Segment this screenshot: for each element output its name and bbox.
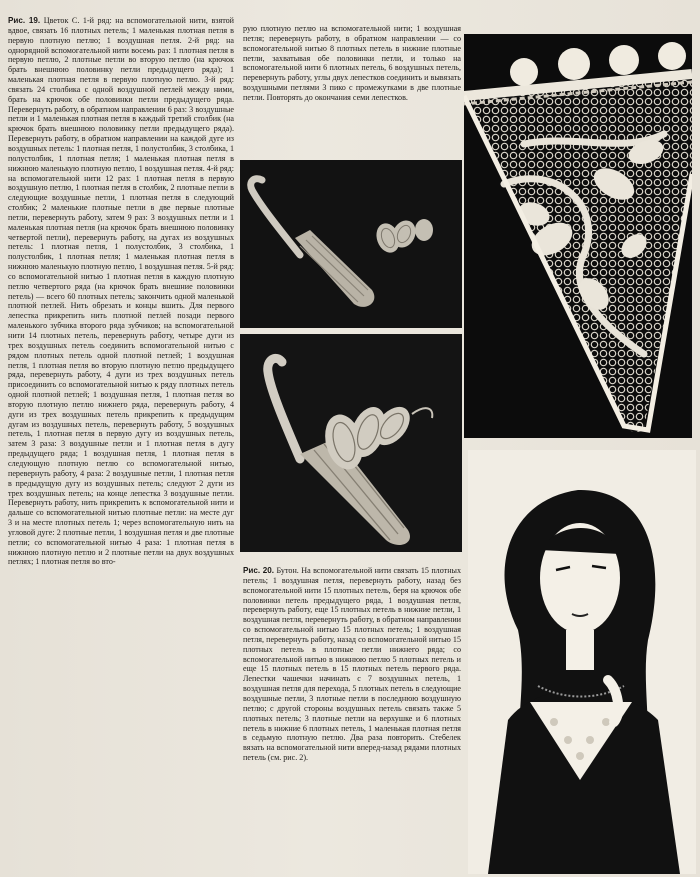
figure-20-label: Рис. 20. <box>243 566 275 575</box>
bud-assembled-photo <box>240 334 462 552</box>
instructions-column-right-bottom <box>243 566 461 874</box>
instructions-column-right-top <box>243 24 461 154</box>
lace-corner-photo <box>464 34 692 438</box>
flower-instructions-text: Цветок С. 1-й ряд: на вспомогательной нити, взятой вдвое, связать 16 плотных петель; 1 маленькая плотная петля в первую плотную петлю; 1 воздушная петля. 2-й ряд: на однорядной вспомогательной нити восемь раз: 1 плотная петля в первую петлю, 2 плотные петли во вторую петлю (на крючок брать внешнюю половинку петли предыдущего ряда); 1 маленькая плотная петля в первую плотную петлю. 3-й ряд: связать 24 столбика с одной воздушной петлей между ними, брать на крючок обе половинки петли предыдущего ряда. Перевернуть работу, в обратном направлении 6 раз: 3 воздушные петли и 1 маленькая плотная петля в каждый третий столбик (на крючок брать внешнюю половинку петли предыдущего ряда). Перевернуть работу, в обратном направлении на каждой дуге из воздушных петель: 1 плотная петля, 1 полустолбик, 3 столбика, 1 полустолбик, 1 плотная петля; 1 маленькая плотная петля в нижнюю маленькую плотную петлю, 1 воздушная петля. 4-й ряд: на вспомогательной нити 12 раз: 1 плотная петля в первую воздушную петлю, 1 плотная петля в столбик, 2 плотные петли в следующие воздушные петли, 1 плотная петля в следующий столбик; 2 маленькие плотные петли в две первые плотные петли, перевернуть работу, затем 9 раз: 3 воздушных петли и 1 маленькая плотная петля (на крючок брать внешнюю половинку четвертой петли), перевернуть работу, на дугах из воздушных петель: 1 плотная петля, 1 полустолбик, 3 столбика, 1 полустолбик, 1 плотная петля; 1 маленькая плотная петля в нижнюю маленькую плотную петлю, 1 воздушная петля. 5-й ряд: со вспомогательной нитью 1 плотная петля в каждую плотную петлю четвертого ряда (на крючок брать внешние половинки петель) — всего 60 плотных петель; закончить одной маленькой плотной петлей. Нить обрезать и концы вшить. Для первого лепестка прикрепить нить плотной петлей позади первого маленького зубчика второго ряда зубчиков; на вспомогательной нити 14 плотных петель, перевернуть работу, четыре дуги из трех воздушных петель соединить вспомогательной нитью с рядом плотных петель одной плотной петлей; 1 воздушная петля, 1 плотная петля во вторую плотную петлю предыдущего ряда, перевернуть работу, 4 дуги из трех воздушных петель присоединить со вспомогательной нитью к ряду плотных петель одной плотной петлей; 1 воздушная петля, 1 плотная петля во вторую плотную петлю нижнего ряда, перевернуть работу, 4 дуги из трех воздушных петель прикрепить к предыдущим дугам из воздушных петель, перевернуть работу, 5 воздушных петель, 1 плотная петля в первую дугу из воздушных петель, затем 3 раза: 3 воздушные петли и 1 плотная петля в дугу предыдущего ряда; 1 воздушная петля, 1 плотная петля в следующую плотную петлю со вспомогательной нитью, перевернуть работу, 4 раза: 2 воздушные петли, 1 плотная петля в предыдущую дугу из воздушных петель; следуют 2 дуги из трех воздушных петель; на конце лепестка 3 воздушные петли. Перевернуть работу, нить прикрепить к вспомогательной нити и дальше со вспомогательной нитью плотные петли: на месте дуг 3 и на месте плотных петель 1; через вспомогательную нить на угловой дуге: 2 плотные петли, 1 воздушная петля и две плотные петли; со вспомогательной нитью 4 раза: 1 плотная петля в нижнюю плотную петлю и 2 плотные петли на двух воздушных петлях; 1 плотная петля во вто- <box>8 16 234 567</box>
bud-stem-photo <box>240 160 462 328</box>
stem-instructions-text: Стебелек вязать на вспомогательной нити вперед-назад рядами плотных петель (см. рис. 2). <box>243 733 461 763</box>
bud-instructions-text: Бутон. На вспомогательной нити связать 15 плотных петель; 1 воздушная петля, перевернуть работу, назад без вспомогательной нити 15 плотных петель, беря на крючок обе половинки петель предыдущего ряда, 1 воздушная петля, перевернуть работу, еще 15 плотных петель в нижние петли, 1 воздушная петля, перевернуть работу, в обратном направлении со вспомогательной нитью 15 плотных петель; 1 воздушная петля, перевернуть работу, назад со вспомогательной нитью 15 плотных петель в плотные петли нижнего ряда; со вспомогательной нитью в нижнюю петлю 5 плотных петель и еще 15 плотных петель в 15 плотных петель первого ряда. Лепестки чашечки начинать с 7 воздушных петель, 1 воздушная петля для перехода, 5 плотных петель в следующие воздушные петли, 3 плотные петли в последнюю воздушную петлю; с другой стороны воздушных петель связать также 5 плотных петель; 3 плотные петли на верхушке и 6 плотных петель в нижние 6 плотных петель, 1 маленькая плотная петля в седьмую плотную петлю. Два раза повторить. <box>243 566 461 743</box>
petal-instructions-continued: рую плотную петлю на вспомогательной нити; 1 воздушная петля; перевернуть работу, в обратном направлении — со вспомогательной нитью 8 плотных петель в нижние плотные петли, захватывая обе половинки петли, и только на вспомогательной нити 6 плотных петель, 6 воздушных петель, перевернуть работу, углы двух лепестков соединить и вывязать воздушными петлями 3 пико с промежутками в две плотные петли. Повторять до окончания семи лепестков. <box>243 24 461 102</box>
lady-illustration <box>468 450 696 874</box>
figure-19-label: Рис. 19. <box>8 16 41 25</box>
instructions-column-left <box>8 16 234 874</box>
